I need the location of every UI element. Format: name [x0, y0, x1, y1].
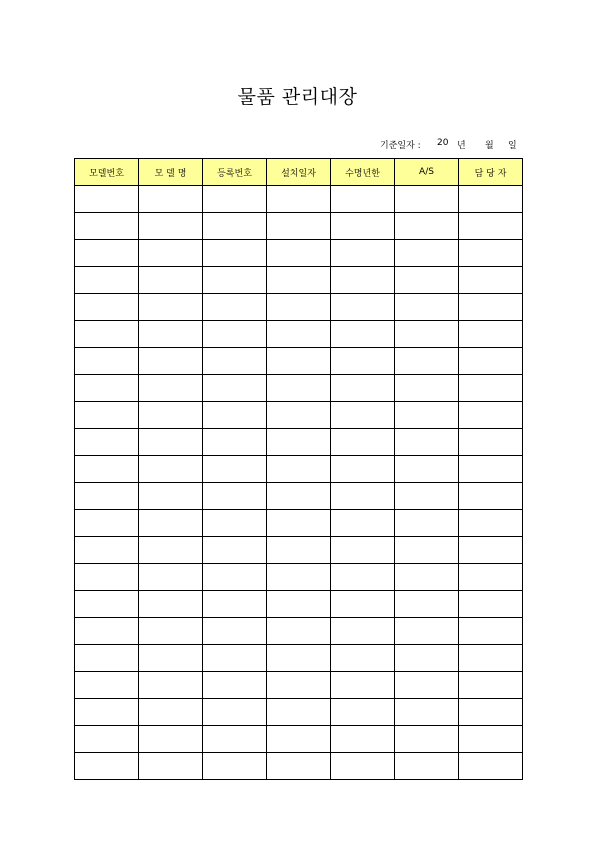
table-cell[interactable]: [267, 186, 331, 213]
header-model-number: 모델번호: [75, 159, 139, 186]
table-cell[interactable]: [395, 645, 459, 672]
reference-date-label: 기준일자 :: [380, 141, 421, 151]
table-row: [75, 564, 523, 591]
reference-date-year-prefix: 20: [437, 138, 449, 148]
table-cell[interactable]: [75, 456, 139, 483]
table-cell[interactable]: [459, 240, 523, 267]
table-cell[interactable]: [459, 537, 523, 564]
table-cell[interactable]: [75, 672, 139, 699]
table-cell[interactable]: [75, 564, 139, 591]
table-row: [75, 213, 523, 240]
table-row: [75, 375, 523, 402]
table-cell[interactable]: [395, 753, 459, 780]
table-cell[interactable]: [267, 213, 331, 240]
table-cell[interactable]: [139, 726, 203, 753]
table-cell[interactable]: [139, 564, 203, 591]
table-cell[interactable]: [395, 618, 459, 645]
table-cell[interactable]: [203, 672, 267, 699]
table-row: [75, 726, 523, 753]
table-cell[interactable]: [139, 591, 203, 618]
table-cell[interactable]: [459, 429, 523, 456]
table-cell[interactable]: [203, 294, 267, 321]
table-cell[interactable]: [459, 213, 523, 240]
table-cell[interactable]: [459, 294, 523, 321]
table-cell[interactable]: [139, 645, 203, 672]
table-cell[interactable]: [203, 240, 267, 267]
table-cell[interactable]: [459, 564, 523, 591]
table-row: [75, 186, 523, 213]
table-cell[interactable]: [267, 348, 331, 375]
table-cell[interactable]: [139, 402, 203, 429]
table-cell[interactable]: [267, 321, 331, 348]
table-cell[interactable]: [331, 618, 395, 645]
table-cell[interactable]: [331, 321, 395, 348]
table-row: [75, 753, 523, 780]
table-cell[interactable]: [395, 537, 459, 564]
table-cell[interactable]: [75, 591, 139, 618]
table-cell[interactable]: [75, 726, 139, 753]
table-cell[interactable]: [139, 510, 203, 537]
table-body: [75, 186, 523, 780]
table-cell[interactable]: [395, 348, 459, 375]
table-cell[interactable]: [139, 483, 203, 510]
table-header-row: [75, 159, 523, 186]
table-cell[interactable]: [331, 429, 395, 456]
table-cell[interactable]: [203, 753, 267, 780]
table-cell[interactable]: [139, 375, 203, 402]
table-cell[interactable]: [139, 672, 203, 699]
table-cell[interactable]: [331, 186, 395, 213]
header-person-in-charge: 담 당 자: [459, 159, 523, 186]
table-cell[interactable]: [75, 483, 139, 510]
table-cell[interactable]: [203, 186, 267, 213]
table-cell[interactable]: [459, 591, 523, 618]
table-cell[interactable]: [203, 402, 267, 429]
table-cell[interactable]: [203, 213, 267, 240]
table-cell[interactable]: [459, 618, 523, 645]
table-cell[interactable]: [203, 618, 267, 645]
table-row: [75, 456, 523, 483]
table-cell[interactable]: [203, 348, 267, 375]
table-cell[interactable]: [139, 699, 203, 726]
table-row: [75, 294, 523, 321]
header-after-service: A/S: [395, 159, 459, 186]
table-row: [75, 618, 523, 645]
table-cell[interactable]: [267, 294, 331, 321]
table-cell[interactable]: [75, 429, 139, 456]
table-cell[interactable]: [139, 537, 203, 564]
table-cell[interactable]: [395, 456, 459, 483]
table-cell[interactable]: [203, 645, 267, 672]
table-cell[interactable]: [395, 375, 459, 402]
table-cell[interactable]: [75, 240, 139, 267]
table-row: [75, 672, 523, 699]
reference-date-year-unit: 년: [457, 141, 466, 151]
table-cell[interactable]: [139, 186, 203, 213]
table-cell[interactable]: [203, 537, 267, 564]
table-cell[interactable]: [203, 456, 267, 483]
table-cell[interactable]: [331, 375, 395, 402]
table-cell[interactable]: [75, 753, 139, 780]
table-cell[interactable]: [395, 483, 459, 510]
table-cell[interactable]: [139, 753, 203, 780]
header-service-life: 수명년한: [331, 159, 395, 186]
table-cell[interactable]: [459, 510, 523, 537]
table-cell[interactable]: [395, 510, 459, 537]
table-cell[interactable]: [331, 645, 395, 672]
table-cell[interactable]: [459, 267, 523, 294]
table-row: [75, 321, 523, 348]
table-cell[interactable]: [75, 375, 139, 402]
table-cell[interactable]: [395, 321, 459, 348]
header-installation-date: 설치일자: [267, 159, 331, 186]
table-cell[interactable]: [139, 618, 203, 645]
table-cell[interactable]: [459, 672, 523, 699]
table-row: [75, 510, 523, 537]
table-cell[interactable]: [75, 321, 139, 348]
table-cell[interactable]: [203, 375, 267, 402]
table-cell[interactable]: [331, 510, 395, 537]
table-cell[interactable]: [331, 726, 395, 753]
inventory-ledger-table: [74, 158, 523, 780]
table-cell[interactable]: [395, 564, 459, 591]
table-cell[interactable]: [203, 699, 267, 726]
table-row: [75, 429, 523, 456]
header-model-name: 모 델 명: [139, 159, 203, 186]
table-cell[interactable]: [75, 510, 139, 537]
table-cell[interactable]: [267, 240, 331, 267]
table-cell[interactable]: [395, 213, 459, 240]
header-registration-number: 등록번호: [203, 159, 267, 186]
table-cell[interactable]: [395, 294, 459, 321]
table-cell[interactable]: [267, 753, 331, 780]
reference-date-day-unit: 일: [508, 141, 517, 151]
table-cell[interactable]: [395, 186, 459, 213]
table-row: [75, 537, 523, 564]
page-title: 물품 관리대장: [237, 86, 358, 108]
table-cell[interactable]: [139, 429, 203, 456]
table-cell[interactable]: [395, 699, 459, 726]
table-row: [75, 348, 523, 375]
table-cell[interactable]: [331, 699, 395, 726]
table-cell[interactable]: [331, 753, 395, 780]
table-cell[interactable]: [267, 456, 331, 483]
table-cell[interactable]: [459, 186, 523, 213]
table-cell[interactable]: [459, 699, 523, 726]
table-cell[interactable]: [331, 213, 395, 240]
table-cell[interactable]: [75, 402, 139, 429]
table-cell[interactable]: [267, 402, 331, 429]
table-cell[interactable]: [203, 564, 267, 591]
table-cell[interactable]: [331, 537, 395, 564]
table-cell[interactable]: [203, 321, 267, 348]
table-cell[interactable]: [203, 591, 267, 618]
table-cell[interactable]: [139, 348, 203, 375]
table-cell[interactable]: [267, 429, 331, 456]
table-cell[interactable]: [75, 618, 139, 645]
table-cell[interactable]: [203, 510, 267, 537]
reference-date-line: [360, 138, 520, 150]
table-cell[interactable]: [139, 267, 203, 294]
table-cell[interactable]: [459, 348, 523, 375]
table-cell[interactable]: [331, 564, 395, 591]
table-cell[interactable]: [459, 645, 523, 672]
table-cell[interactable]: [395, 672, 459, 699]
table-cell[interactable]: [75, 348, 139, 375]
table-cell[interactable]: [203, 267, 267, 294]
table-cell[interactable]: [331, 456, 395, 483]
table-cell[interactable]: [139, 294, 203, 321]
table-cell[interactable]: [395, 429, 459, 456]
table-cell[interactable]: [203, 726, 267, 753]
table-cell[interactable]: [267, 267, 331, 294]
table-row: [75, 402, 523, 429]
table-cell[interactable]: [331, 267, 395, 294]
table-cell[interactable]: [267, 537, 331, 564]
table-cell[interactable]: [459, 456, 523, 483]
table-cell[interactable]: [395, 267, 459, 294]
table-cell[interactable]: [331, 483, 395, 510]
table-cell[interactable]: [267, 591, 331, 618]
table-cell[interactable]: [75, 213, 139, 240]
table-cell[interactable]: [267, 618, 331, 645]
reference-date-month-unit: 월: [485, 141, 494, 151]
table-cell[interactable]: [267, 510, 331, 537]
table-row: [75, 483, 523, 510]
table-cell[interactable]: [459, 483, 523, 510]
table-cell[interactable]: [459, 321, 523, 348]
table-cell[interactable]: [267, 483, 331, 510]
table-cell[interactable]: [75, 294, 139, 321]
table-cell[interactable]: [203, 429, 267, 456]
table-row: [75, 267, 523, 294]
table-cell[interactable]: [459, 753, 523, 780]
table-row: [75, 240, 523, 267]
table-cell[interactable]: [267, 645, 331, 672]
table-cell[interactable]: [331, 591, 395, 618]
table-row: [75, 591, 523, 618]
table-cell[interactable]: [331, 672, 395, 699]
table-cell[interactable]: [75, 645, 139, 672]
table-cell[interactable]: [331, 402, 395, 429]
table-cell[interactable]: [395, 591, 459, 618]
table-cell[interactable]: [395, 402, 459, 429]
table-cell[interactable]: [331, 348, 395, 375]
table-cell[interactable]: [459, 402, 523, 429]
table-cell[interactable]: [459, 375, 523, 402]
table-cell[interactable]: [75, 186, 139, 213]
table-cell[interactable]: [395, 240, 459, 267]
table-cell[interactable]: [331, 240, 395, 267]
table-cell[interactable]: [75, 267, 139, 294]
table-cell[interactable]: [139, 321, 203, 348]
table-cell[interactable]: [75, 537, 139, 564]
table-row: [75, 645, 523, 672]
table-cell[interactable]: [267, 699, 331, 726]
table-cell[interactable]: [139, 213, 203, 240]
table-cell[interactable]: [203, 483, 267, 510]
table-cell[interactable]: [267, 564, 331, 591]
table-row: [75, 699, 523, 726]
table-cell[interactable]: [139, 456, 203, 483]
table-cell[interactable]: [267, 672, 331, 699]
table-cell[interactable]: [395, 726, 459, 753]
table-cell[interactable]: [139, 240, 203, 267]
table-cell[interactable]: [267, 726, 331, 753]
table-cell[interactable]: [459, 726, 523, 753]
table-cell[interactable]: [331, 294, 395, 321]
table-cell[interactable]: [267, 375, 331, 402]
table-cell[interactable]: [75, 699, 139, 726]
